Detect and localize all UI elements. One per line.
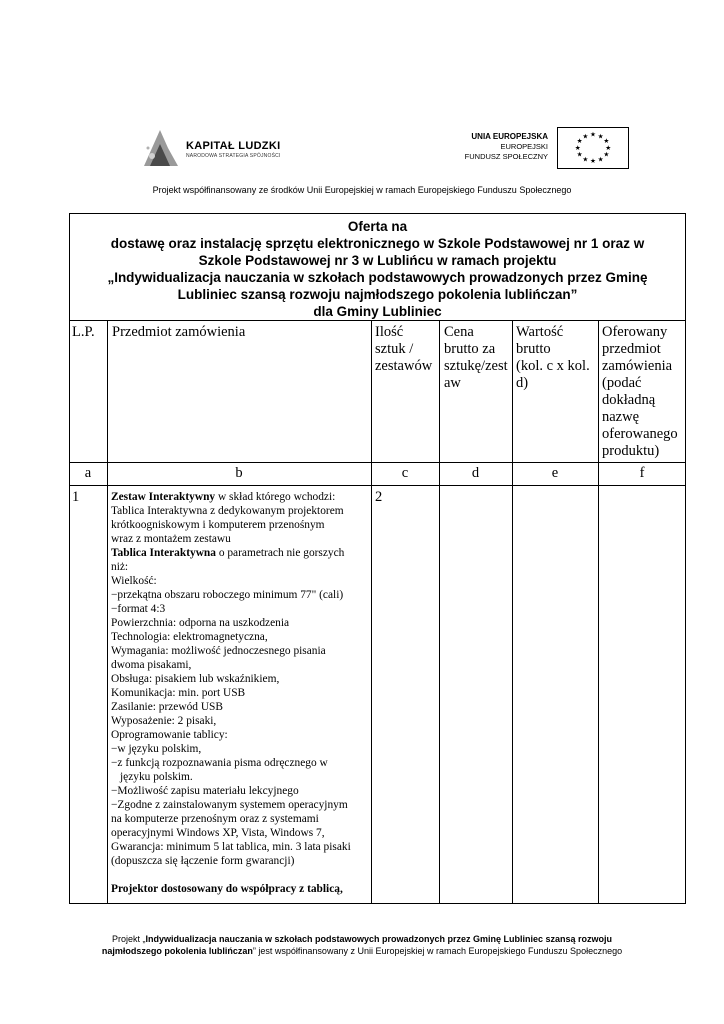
header-line: Cena [444,324,474,340]
desc-spacer [111,868,373,882]
col-divider-1 [107,320,108,904]
row1-qty: 2 [375,489,383,505]
desc-line: −Możliwość zapisu materiału lekcyjnego [111,785,299,797]
desc-line: Wymagania: możliwość jednoczesnego pisania [111,645,326,657]
offer-title-line: dostawę oraz instalację sprzętu elektronicznego w Szkole Podstawowej nr 1 oraz w [110,236,645,251]
col-header-price [444,324,508,392]
col-letter-b: b [235,465,243,481]
col-header-offered [602,324,678,460]
col-divider-5 [598,320,599,904]
offer-title-line: Lubliniec szansą rozwoju najmłodszego pokolenia lublińczan” [177,287,578,302]
desc-line: Zasilanie: przewód USB [111,701,223,713]
svg-text:★: ★ [574,143,581,152]
eu-line3: FUNDUSZ SPOŁECZNY [464,152,548,161]
desc-line: Technologia: elektromagnetyczna, [111,631,268,643]
col-divider-4 [512,320,513,904]
header-line: zamówienia [602,358,673,374]
svg-text:★: ★ [605,143,612,152]
col-letter-c: c [401,465,409,481]
desc-line: Tablica Interaktywna z dedykowanym projektorem [111,505,344,517]
header-line: Ilość [375,324,404,340]
desc-line: −w języku polskim, [111,743,202,755]
desc-line: Wyposażenie: 2 pisaki, [111,715,217,727]
desc-line: Powierzchnia: odporna na uszkodzenia [111,617,290,629]
col-divider-3 [439,320,440,904]
desc-line [111,490,373,504]
footer-project-title-2: najmłodszego pokolenia lublińczan [101,946,253,956]
svg-text:★: ★ [603,137,610,146]
header-line: zestawów [375,358,433,374]
desc-line: języku polskim. [120,771,193,783]
header-line: Oferowany [602,324,668,340]
svg-text:★: ★ [603,150,610,159]
offer-title-line: dla Gminy Lubliniec [313,304,442,319]
desc-line: wraz z montażem zestawu [111,533,231,545]
desc-line: Obsługa: pisakiem lub wskaźnikiem, [111,673,280,685]
col-header-item: Przedmiot zamówienia [112,324,246,340]
eu-logo-text [440,132,548,162]
desc-line: (dopuszcza się łączenie form gwarancji) [111,855,295,867]
desc-line: −z funkcją rozpoznawania pisma odręcznego w [111,757,328,769]
desc-line: Projektor dostosowany do współpracy z tablicą, [111,883,343,895]
header-line: nazwę [602,409,640,425]
desc-line: na komputerze przenośnym oraz z systemami [111,813,319,825]
offer-title-line: Szkole Podstawowej nr 3 w Lublińcu w ramach projektu [198,253,557,268]
row1-lp: 1 [72,489,80,505]
offer-title-line: Oferta na [347,219,408,234]
desc-line: Wielkość: [111,575,157,587]
header-line: sztukę/zest [444,358,508,374]
svg-text:★: ★ [597,155,604,164]
eu-flag-icon [557,127,629,169]
header-line: przedmiot [602,341,661,357]
desc-line: Komunikacja: min. port USB [111,687,246,699]
eu-line1: UNIA EUROPEJSKA [471,132,548,141]
kapital-ludzki-emblem-icon [140,126,182,170]
desc-line: Gwarancja: minimum 5 lat tablica, min. 3 lata pisaki [111,841,351,853]
desc-line: Oprogramowanie tablicy: [111,729,228,741]
header-line: dokładną [602,392,656,408]
header-line: aw [444,375,461,391]
offer-title-line: „Indywidualizacja nauczania w szkołach podstawowych prowadzonych przez Gminę [107,270,648,285]
desc-line: niż: [111,561,129,573]
kl-subtitle: NARODOWA STRATEGIA SPÓJNOŚCI [186,153,281,159]
footer-rest: ” jest współfinansowany z Unii Europejskiej w ramach Europejskiego Funduszu Społecznego [252,946,623,956]
footer-line-2 [0,945,724,957]
desc-set-name: Zestaw Interaktywny [111,491,216,503]
header-line: d) [516,375,529,391]
header-line: brutto [516,341,551,357]
header-line: oferowanego [602,426,678,442]
kapital-ludzki-logo [140,126,310,170]
desc-line: dwoma pisakami, [111,659,192,671]
table-header-divider [69,320,686,321]
header-line: (podać [602,375,642,391]
header-line: sztuk / [375,341,414,357]
footer-line-1 [0,933,724,945]
col-header-value [516,324,590,392]
svg-text:★: ★ [582,155,589,164]
desc-line: krótkoogniskowym i komputerem przenośnym [111,519,325,531]
kl-title: KAPITAŁ LUDZKI [186,140,281,152]
footer-pre: Projekt „ [111,934,146,944]
svg-text:★: ★ [582,132,589,141]
svg-text:★: ★ [590,130,596,139]
row1-description [111,490,373,896]
desc-line: −Zgodne z zainstalowanym systemem operacyjnym [111,799,348,811]
footer-project-title: Indywidualizacja nauczania w szkołach podstawowych prowadzonych przez Gminę Lubliniec szansą rozwoju [145,934,613,944]
table-letter-row-top [69,462,686,463]
col-header-qty [375,324,432,375]
page-footer [0,933,724,957]
col-letter-f: f [639,465,645,481]
table-letter-row-bottom [69,485,686,486]
desc-line [111,546,373,560]
desc-line: operacyjnymi Windows XP, Vista, Windows 7, [111,827,325,839]
col-header-lp: L.P. [72,324,95,340]
desc-line: −format 4:3 [111,603,166,615]
svg-text:★: ★ [576,137,583,146]
desc-tablica-rest: o parametrach nie gorszych [215,547,345,559]
offer-title [69,218,686,320]
desc-set-rest: w skład którego wchodzi: [215,491,336,503]
svg-text:★: ★ [576,150,583,159]
header-line: brutto za [444,341,496,357]
svg-text:★: ★ [590,157,596,166]
header-line: (kol. c x kol. [516,358,590,374]
eu-line2: EUROPEJSKI [500,142,548,151]
col-letter-e: e [551,465,559,481]
header-line: Wartość [516,324,564,340]
desc-tablica-name: Tablica Interaktywna [111,547,216,559]
col-letter-d: d [471,465,480,481]
svg-text:★: ★ [597,132,604,141]
header-line: produktu) [602,443,660,459]
cofinancing-note: Projekt współfinansowany ze środków Unii Europejskiej w ramach Europejskiego Funduszu Społecznego [152,185,572,195]
col-letter-a: a [84,465,92,481]
desc-line: −przekątna obszaru roboczego minimum 77" (cali) [111,589,344,601]
